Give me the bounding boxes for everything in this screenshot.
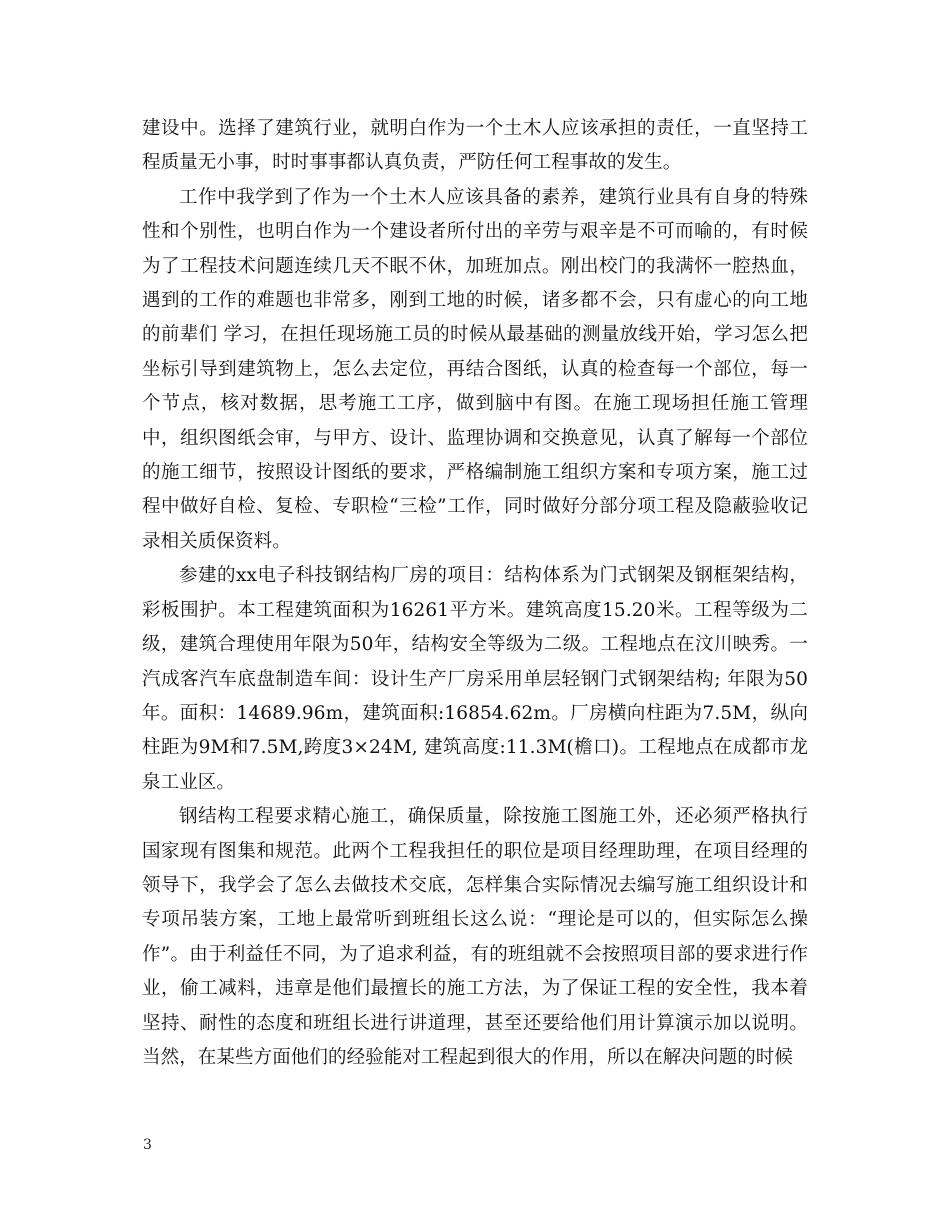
paragraph-3: 参建的xx电子科技钢结构厂房的项目：结构体系为门式钢架及钢框架结构，彩板围护。本工程建筑面积为16261平方米。建筑高度15.20米。工程等级为二级，建筑合理使用年限为50年，结构安全等级为二级。工程地点在汶川映秀。一汽成客汽车底盘制造车间：设计生产厂房采用单层轻钢门式钢架结构; 年限为50年。面积：14689.96m，建筑面积:16854.62m。厂房横向柱距为7.5M，纵向柱距为9M和7.5M,跨度3×24M, 建筑高度:11.3M(檐口)。工程地点在成都市龙泉工业区。 <box>142 565 808 793</box>
document-body <box>142 112 808 1075</box>
paragraph-1: 建设中。选择了建筑行业，就明白作为一个土木人应该承担的责任，一直坚持工程质量无小事，时时事事都认真负责，严防任何工程事故的发生。 <box>142 118 808 174</box>
page-number: 3 <box>143 1137 152 1153</box>
paragraph-4: 钢结构工程要求精心施工，确保质量，除按施工图施工外，还必须严格执行国家现有图集和规范。此两个工程我担任的职位是项目经理助理，在项目经理的领导下，我学会了怎么去做技术交底，怎样集合实际情况去编写施工组织设计和专项吊装方案，工地上最常听到班组长这么说：“理论是可以的，但实际怎么操作”。由于利益任不同，为了追求利益，有的班组就不会按照项目部的要求进行作业，偷工减料，违章是他们最擅长的施工方法，为了保证工程的安全性，我本着坚持、耐性的态度和班组长进行讲道理，甚至还要给他们用计算演示加以说明。当然，在某些方面他们的经验能对工程起到很大的作用，所以在解决问题的时候 <box>142 806 808 1068</box>
paragraph-2: 工作中我学到了作为一个土木人应该具备的素养，建筑行业具有自身的特殊性和个别性，也明白作为一个建设者所付出的辛劳与艰辛是不可而喻的，有时候为了工程技术问题连续几天不眠不休，加班加点。刚出校门的我满怀一腔热血，遇到的工作的难题也非常多，刚到工地的时候，诸多都不会，只有虚心的向工地的前辈们 学习，在担任现场施工员的时候从最基础的测量放线开始，学习怎么把坐标引导到建筑物上，怎么去定位，再结合图纸，认真的检查每一个部位，每一个节点，核对数据，思考施工工序，做到脑中有图。在施工现场担任施工管理中，组织图纸会审，与甲方、设计、监理协调和交换意见，认真了解每一个部位的施工细节，按照设计图纸的要求，严格编制施工组织方案和专项方案，施工过程中做好自检、复检、专职检“三检”工作，同时做好分部分项工程及隐蔽验收记录相关质保资料。 <box>142 186 808 552</box>
